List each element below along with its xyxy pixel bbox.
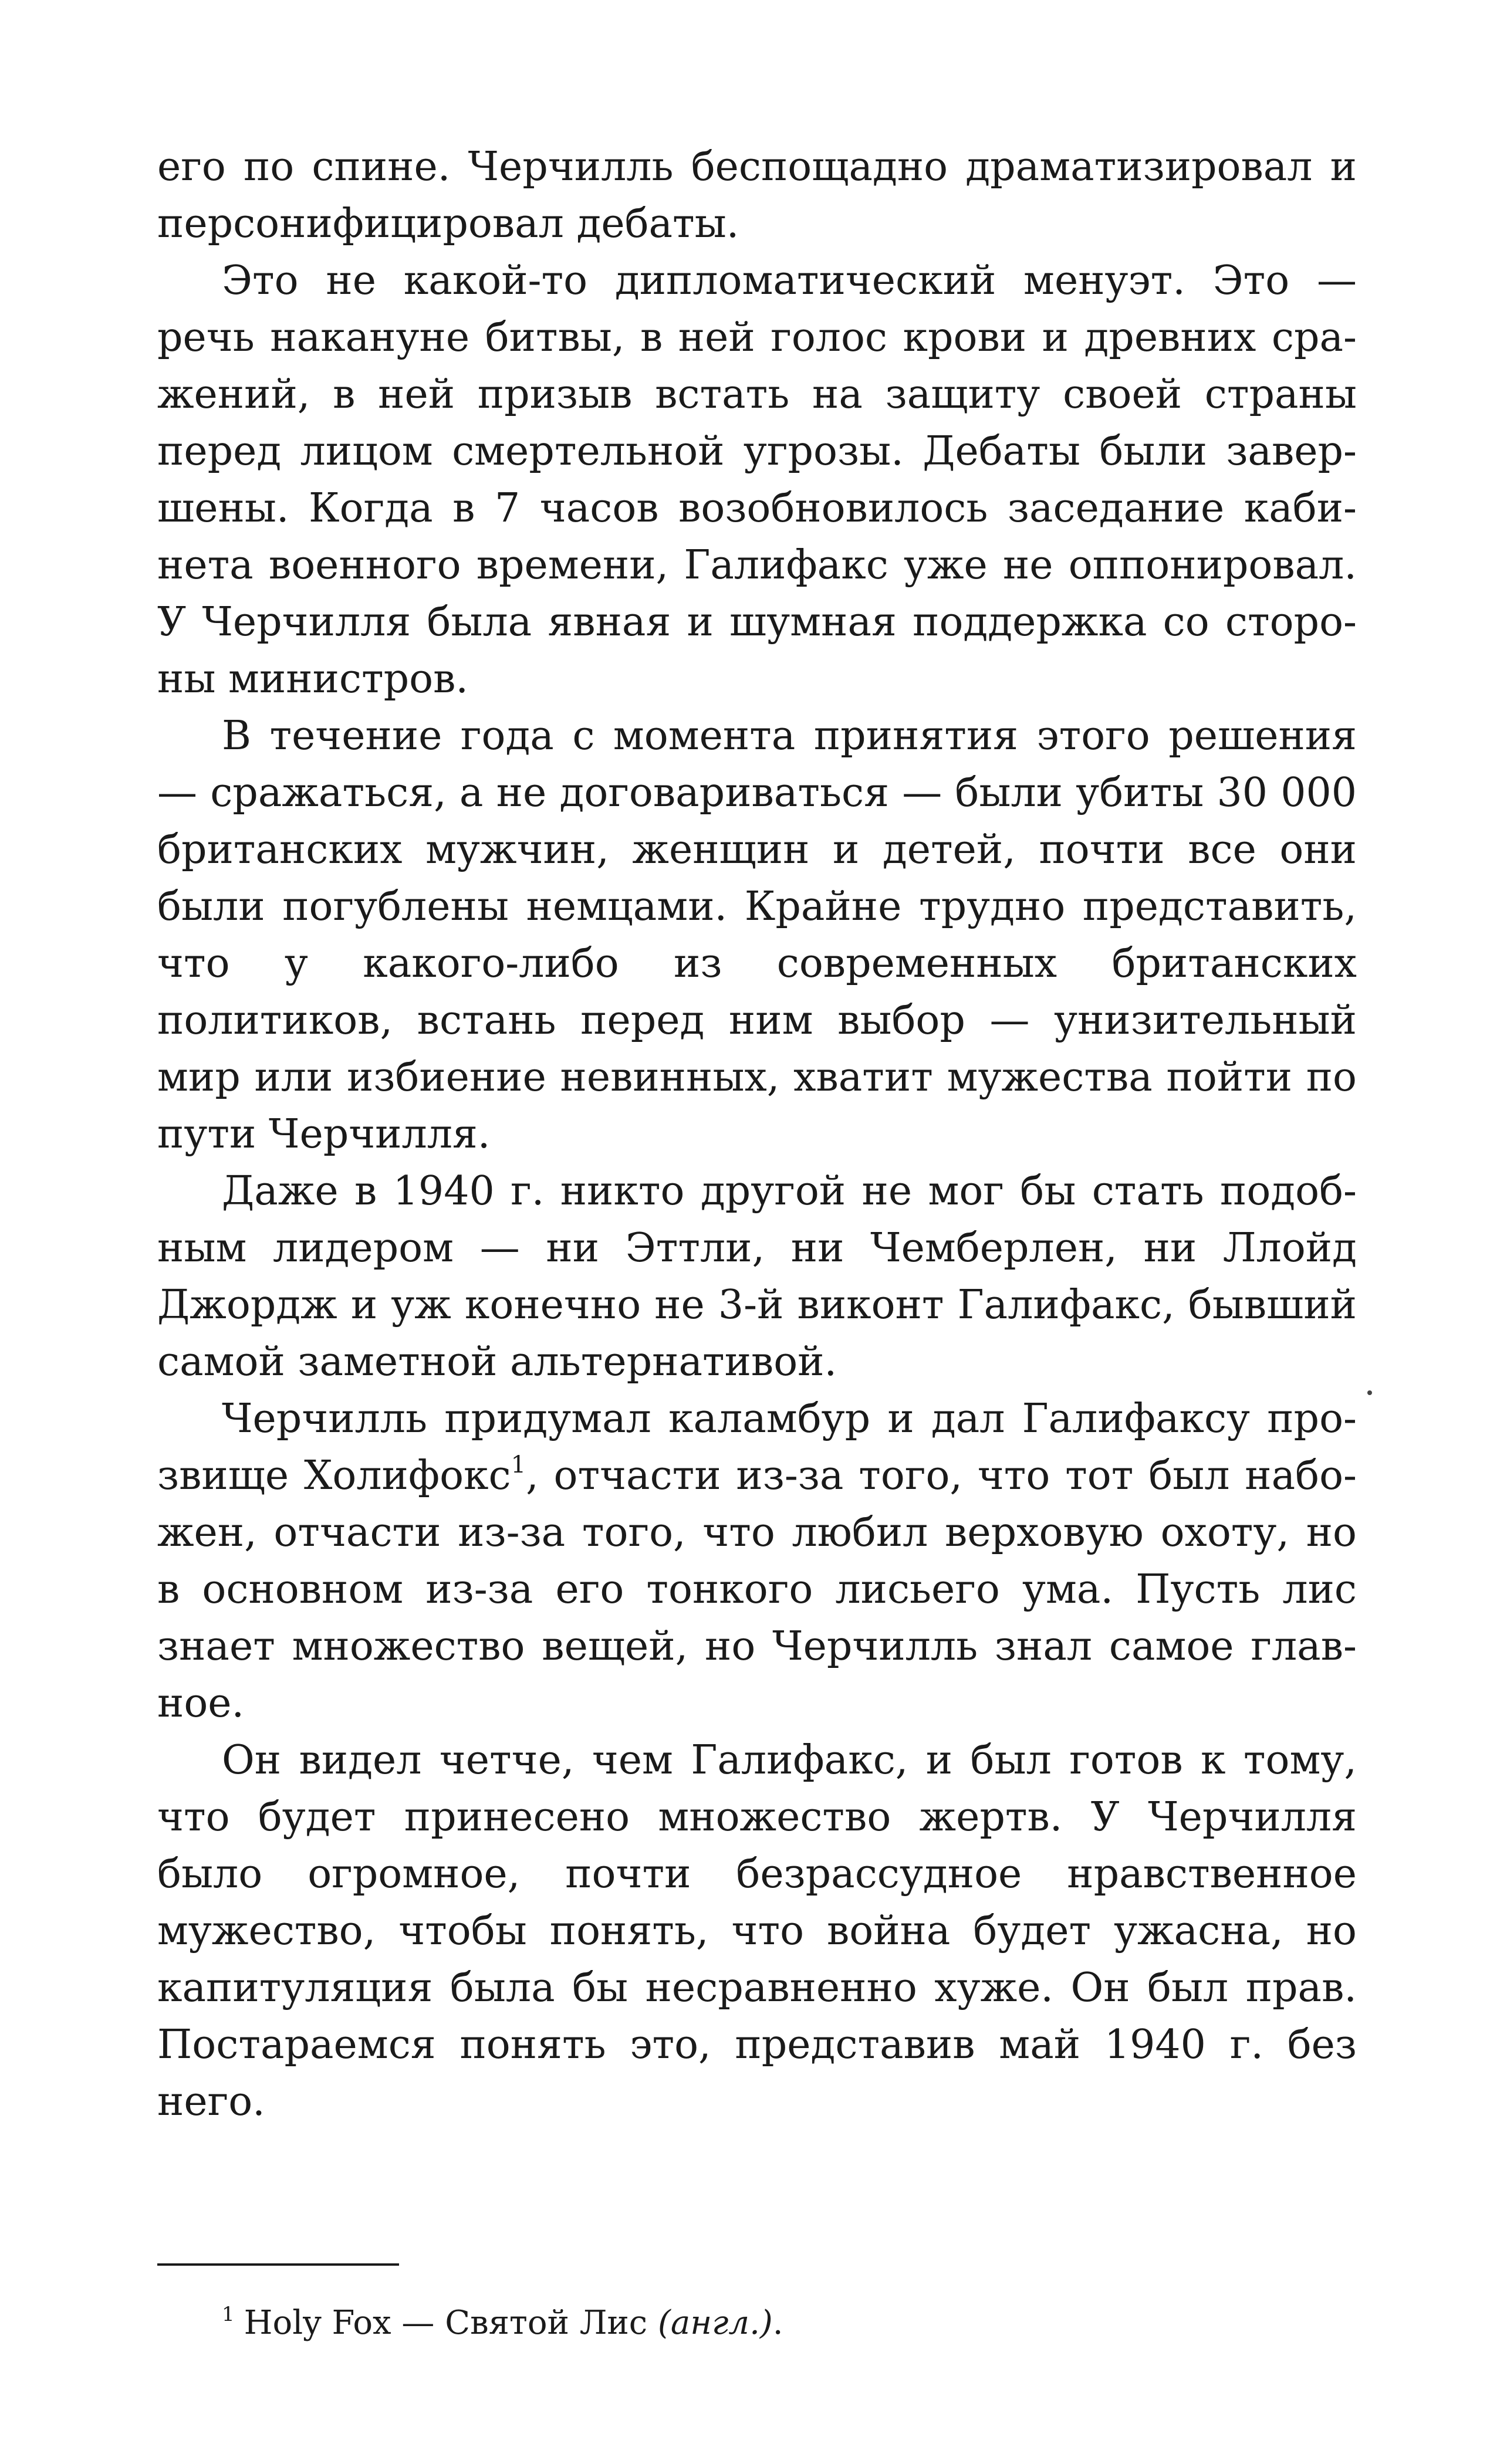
- paragraph-4: Даже в 1940 г. никто другой не мог бы стать подобным лидером — ни Эттли, ни Чемберлен, ни Ллойд Джордж и уж конечно не 3-й виконт Галифакс, бывший самой заметной альтернативой.: [157, 1168, 1357, 1385]
- paragraph-5: [157, 1390, 1357, 1732]
- paragraph-3: В течение года с момента принятия этого решения — сражаться, а не договариваться — были убиты 30 000 британских мужчин, женщин и детей, почти все они были погублены немцами. Крайне трудно представить, что у какого-либо из современных британских политиков, встань перед ним выбор — унизительный мир или избиение невинных, хватит мужества пойти по пути Черчилля.: [157, 713, 1357, 1157]
- main-text: [157, 138, 1357, 2130]
- footnote: [157, 2300, 1357, 2347]
- footnote-marker: 1: [222, 2303, 235, 2326]
- paragraph-5-text-after: , отчасти из-за того, что тот был набожен, отчасти из-за того, что любил верховую охоту, но в основном из-за его тонкого лисьего ума. Пусть лис знает множество вещей, но Черчилль знал самое главное.: [157, 1453, 1357, 1727]
- footnote-reference[interactable]: 1: [511, 1451, 526, 1478]
- paragraph-1: его по спине. Черчилль беспощадно драматизировал и персонифицировал дебаты.: [157, 144, 1357, 247]
- paragraph-5-text-before: Черчилль придумал каламбур и дал Галифаксу прозвище Холифокс: [157, 1396, 1357, 1499]
- footnote-divider: [157, 2263, 399, 2266]
- print-speck: [1367, 1390, 1372, 1395]
- paragraph-2: Это не какой-то дипломатический менуэт. Это — речь накануне битвы, в ней голос крови и древних сражений, в ней призыв встать на защиту своей страны перед лицом смертельной угрозы. Дебаты были завершены. Когда в 7 часов возобновилось заседание кабинета военного времени, Галифакс уже не оппонировал. У Черчилля была явная и шумная поддержка со стороны министров.: [157, 258, 1357, 702]
- footnote-text: Holy Fox — Святой Лис: [244, 2304, 658, 2342]
- paragraph-6: Он видел четче, чем Галифакс, и был готов к тому, что будет принесено множество жертв. У Черчилля было огромное, почти безрассудное нравственное мужество, чтобы понять, что война будет ужасна, но капитуляция была бы несравненно хуже. Он был прав. Постараемся понять это, представив май 1940 г. без него.: [157, 1737, 1357, 2125]
- footnote-end: .: [772, 2304, 783, 2342]
- footnote-language-note: (англ.): [657, 2304, 773, 2342]
